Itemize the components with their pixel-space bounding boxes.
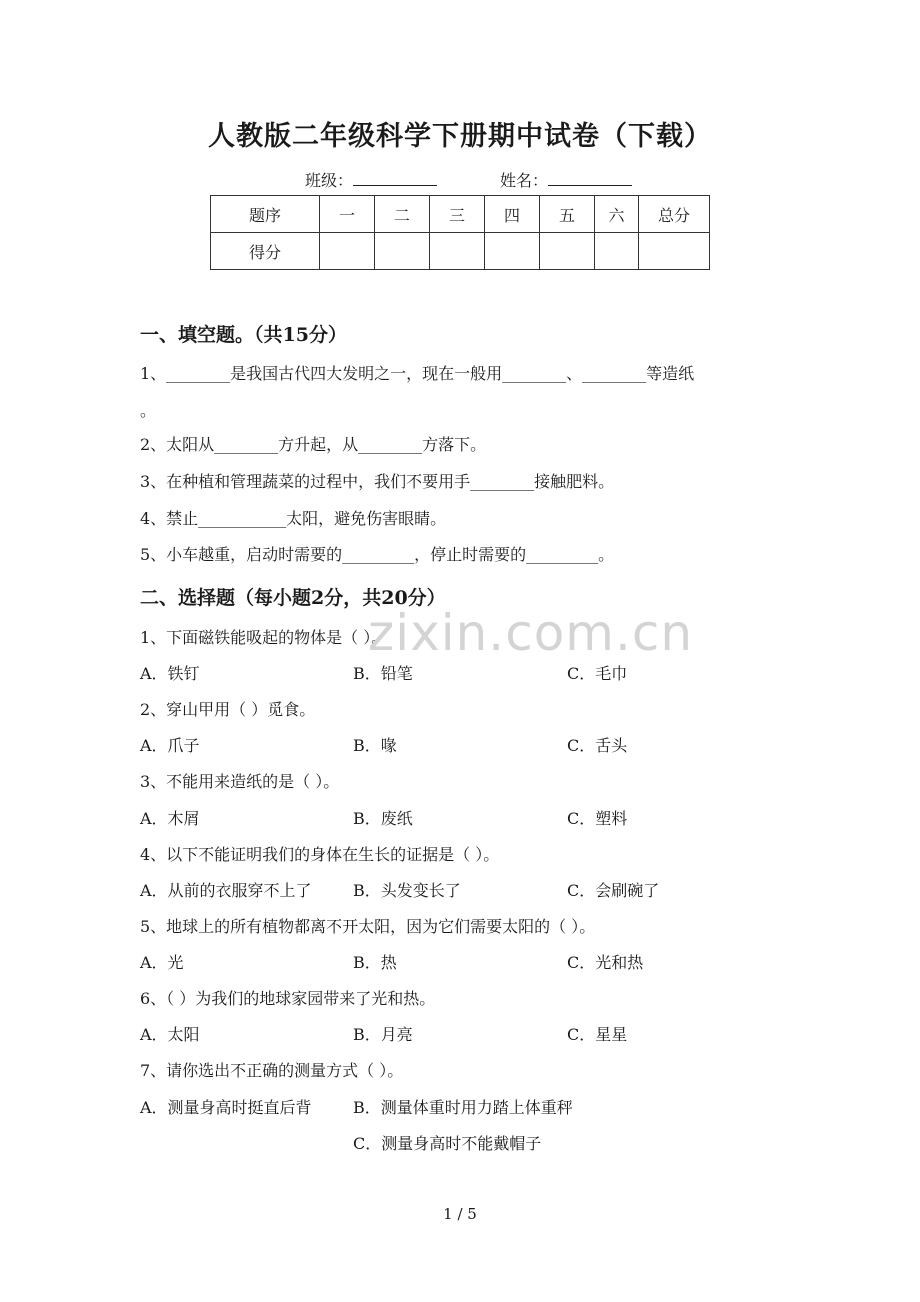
name-blank[interactable] <box>548 167 632 186</box>
section2-heading: 二、选择题（每小题2分，共20分） <box>140 587 446 609</box>
score-cell[interactable] <box>485 233 540 270</box>
score-header-cell: 五 <box>540 196 595 233</box>
choice-question-stem: 5、地球上的所有植物都离不开太阳，因为它们需要太阳的（ ）。 <box>140 917 596 936</box>
fill-question: 3、在种植和管理蔬菜的过程中，我们不要用手________接触肥料。 <box>140 472 615 491</box>
fill-question-continued: 。 <box>140 401 157 420</box>
page-number: 1 / 5 <box>443 1205 477 1223</box>
name-label: 姓名： <box>500 171 549 190</box>
choice-option-a[interactable]: A．木屑 <box>140 809 200 828</box>
fill-question: 1、________是我国古代四大发明之一，现在一般用________、________等造纸 <box>140 364 695 383</box>
score-header-row <box>211 196 710 233</box>
score-header-cell: 二 <box>375 196 430 233</box>
choice-option-c[interactable]: C．星星 <box>567 1025 628 1044</box>
score-header-cell: 题序 <box>211 196 320 233</box>
choice-option-c[interactable]: C．测量身高时不能戴帽子 <box>353 1134 542 1153</box>
choice-option-c[interactable]: C．舌头 <box>567 736 628 755</box>
choice-question-stem: 7、请你选出不正确的测量方式（ ）。 <box>140 1061 404 1080</box>
fill-question: 2、太阳从________方升起，从________方落下。 <box>140 435 487 454</box>
choice-option-b[interactable]: B．测量体重时用力踏上体重秤 <box>353 1098 573 1117</box>
choice-option-a[interactable]: A．光 <box>140 953 184 972</box>
fill-question: 4、禁止___________太阳，避免伤害眼睛。 <box>140 509 447 528</box>
choice-option-b[interactable]: B．废纸 <box>353 809 413 828</box>
choice-option-a[interactable]: A．爪子 <box>140 736 200 755</box>
choice-option-b[interactable]: B．月亮 <box>353 1025 413 1044</box>
score-header-cell: 总分 <box>639 196 710 233</box>
choice-option-a[interactable]: A．从前的衣服穿不上了 <box>140 881 312 900</box>
choice-option-a[interactable]: A．铁钉 <box>140 664 200 683</box>
choice-option-b[interactable]: B．热 <box>353 953 397 972</box>
choice-option-c[interactable]: C．会刷碗了 <box>567 881 660 900</box>
page-title: 人教版二年级科学下册期中试卷（下载） <box>208 121 712 152</box>
class-label: 班级： <box>305 171 354 190</box>
score-cell[interactable] <box>540 233 595 270</box>
choice-option-a[interactable]: A．测量身高时挺直后背 <box>140 1098 312 1117</box>
choice-option-b[interactable]: B．喙 <box>353 736 397 755</box>
score-header-cell: 六 <box>595 196 639 233</box>
choice-option-a[interactable]: A．太阳 <box>140 1025 200 1044</box>
score-header-cell: 一 <box>320 196 375 233</box>
choice-question-stem: 3、不能用来造纸的是（ ）。 <box>140 772 340 791</box>
score-header-cell: 三 <box>430 196 485 233</box>
score-cell[interactable] <box>320 233 375 270</box>
choice-option-c[interactable]: C．毛巾 <box>567 664 628 683</box>
watermark: zixin.com.cn <box>368 604 694 662</box>
score-cell[interactable] <box>375 233 430 270</box>
score-header-cell: 四 <box>485 196 540 233</box>
score-cell[interactable] <box>430 233 485 270</box>
choice-question-stem: 6、（ ）为我们的地球家园带来了光和热。 <box>140 989 436 1008</box>
choice-question-stem: 1、下面磁铁能吸起的物体是（ ）。 <box>140 628 388 647</box>
score-cell[interactable] <box>595 233 639 270</box>
score-row-label: 得分 <box>211 233 320 270</box>
choice-option-c[interactable]: C．塑料 <box>567 809 628 828</box>
score-row <box>211 233 710 270</box>
choice-question-stem: 4、以下不能证明我们的身体在生长的证据是（ ）。 <box>140 845 500 864</box>
score-cell[interactable] <box>639 233 710 270</box>
score-table <box>210 195 710 270</box>
fill-question: 5、小车越重，启动时需要的_________，停止时需要的_________。 <box>140 545 615 564</box>
name-field <box>500 167 632 189</box>
choice-option-b[interactable]: B．头发变长了 <box>353 881 461 900</box>
class-blank[interactable] <box>353 167 437 186</box>
choice-option-c[interactable]: C．光和热 <box>567 953 644 972</box>
class-field <box>305 167 437 189</box>
section1-heading: 一、填空题。（共15分） <box>140 324 347 346</box>
choice-option-b[interactable]: B．铅笔 <box>353 664 413 683</box>
choice-question-stem: 2、穿山甲用（ ）觅食。 <box>140 700 316 719</box>
